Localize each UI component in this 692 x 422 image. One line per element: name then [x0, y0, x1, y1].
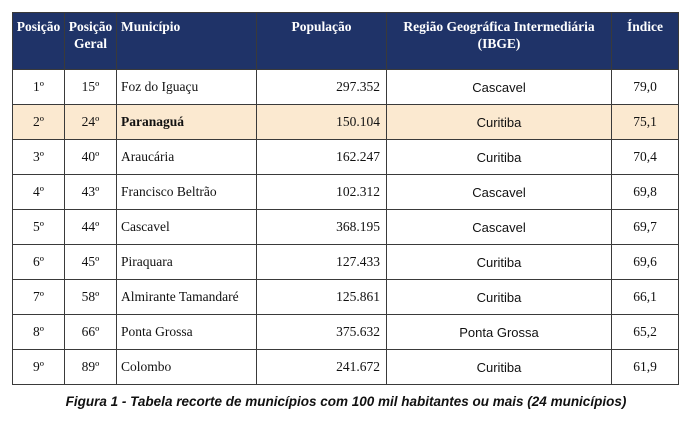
cell-regiao: Curitiba: [387, 105, 612, 140]
cell-posicao-geral: 66º: [65, 315, 117, 350]
cell-populacao: 162.247: [257, 140, 387, 175]
cell-regiao: Cascavel: [387, 210, 612, 245]
table-body: [13, 70, 679, 385]
figure-caption: Figura 1 - Tabela recorte de municípios com 100 mil habitantes ou mais (24 municípios): [65, 394, 627, 409]
cell-populacao: 150.104: [257, 105, 387, 140]
cell-posicao: 7º: [13, 280, 65, 315]
cell-posicao: 2º: [13, 105, 65, 140]
cell-regiao: Curitiba: [387, 245, 612, 280]
cell-municipio: Colombo: [117, 350, 257, 385]
cell-municipio: Araucária: [117, 140, 257, 175]
cell-posicao: 8º: [13, 315, 65, 350]
cell-populacao: 241.672: [257, 350, 387, 385]
cell-posicao-geral: 24º: [65, 105, 117, 140]
cell-populacao: 297.352: [257, 70, 387, 105]
cell-posicao: 5º: [13, 210, 65, 245]
cell-posicao-geral: 40º: [65, 140, 117, 175]
cell-regiao: Cascavel: [387, 70, 612, 105]
header-indice: Índice: [612, 13, 679, 70]
cell-indice: 69,6: [612, 245, 679, 280]
table-row: [13, 245, 679, 280]
cell-posicao: 6º: [13, 245, 65, 280]
cell-indice: 75,1: [612, 105, 679, 140]
cell-indice: 70,4: [612, 140, 679, 175]
cell-posicao-geral: 44º: [65, 210, 117, 245]
cell-posicao: 1º: [13, 70, 65, 105]
cell-regiao: Curitiba: [387, 140, 612, 175]
cell-populacao: 125.861: [257, 280, 387, 315]
cell-populacao: 375.632: [257, 315, 387, 350]
cell-posicao: 9º: [13, 350, 65, 385]
cell-indice: 69,7: [612, 210, 679, 245]
cell-municipio: Piraquara: [117, 245, 257, 280]
header-posicao-geral: Posição Geral: [65, 13, 117, 70]
header-populacao: População: [257, 13, 387, 70]
table-row: [13, 315, 679, 350]
cell-indice: 61,9: [612, 350, 679, 385]
cell-posicao-geral: 15º: [65, 70, 117, 105]
table-row: [13, 140, 679, 175]
cell-municipio: Francisco Beltrão: [117, 175, 257, 210]
cell-municipio: Almirante Tamandaré: [117, 280, 257, 315]
header-row: [13, 13, 679, 70]
cell-municipio: Cascavel: [117, 210, 257, 245]
cell-regiao: Curitiba: [387, 350, 612, 385]
table-row: [13, 350, 679, 385]
cell-municipio: Ponta Grossa: [117, 315, 257, 350]
cell-populacao: 368.195: [257, 210, 387, 245]
cell-indice: 79,0: [612, 70, 679, 105]
ranking-table-container: [12, 12, 678, 385]
cell-indice: 65,2: [612, 315, 679, 350]
cell-posicao-geral: 58º: [65, 280, 117, 315]
cell-indice: 66,1: [612, 280, 679, 315]
cell-populacao: 127.433: [257, 245, 387, 280]
cell-posicao-geral: 45º: [65, 245, 117, 280]
cell-indice: 69,8: [612, 175, 679, 210]
cell-posicao: 3º: [13, 140, 65, 175]
header-posicao: Posição: [13, 13, 65, 70]
cell-regiao: Cascavel: [387, 175, 612, 210]
cell-populacao: 102.312: [257, 175, 387, 210]
cell-posicao-geral: 89º: [65, 350, 117, 385]
table-row-highlighted: [13, 105, 679, 140]
cell-regiao: Ponta Grossa: [387, 315, 612, 350]
table-header: [13, 13, 679, 70]
cell-municipio: Paranaguá: [117, 105, 257, 140]
table-row: [13, 70, 679, 105]
table-row: [13, 280, 679, 315]
cell-posicao: 4º: [13, 175, 65, 210]
header-municipio: Município: [117, 13, 257, 70]
cell-municipio: Foz do Iguaçu: [117, 70, 257, 105]
table-row: [13, 210, 679, 245]
cell-posicao-geral: 43º: [65, 175, 117, 210]
table-row: [13, 175, 679, 210]
ranking-table: [12, 12, 679, 385]
header-regiao: Região Geográfica Intermediária (IBGE): [387, 13, 612, 70]
cell-regiao: Curitiba: [387, 280, 612, 315]
